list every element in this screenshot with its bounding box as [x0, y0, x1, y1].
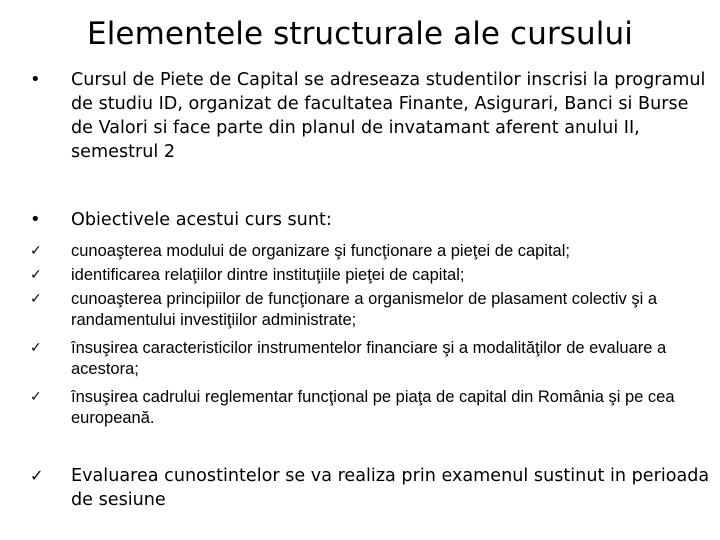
checkmark-icon: ✓: [30, 466, 44, 485]
objective-text: cunoaşterea modului de organizare şi funcţionare a pieţei de capital;: [71, 242, 570, 260]
bullet-icon: •: [30, 69, 41, 90]
intro-text: Cursul de Piete de Capital se adreseaza studentilor inscrisi la programul de studiu ID, organizat de facultatea Finante, Asigurari, Banci si Burse de Valori si face parte din planul de invatamant aferent anului II, semestrul 2: [71, 70, 706, 162]
checkmark-icon: ✓: [30, 389, 42, 405]
checkmark-icon: ✓: [30, 267, 42, 283]
checkmark-icon: ✓: [30, 291, 42, 307]
slide-title: Elementele structurale ale cursului: [87, 16, 633, 52]
objective-text: identificarea relaţiilor dintre instituţiile pieţei de capital;: [71, 266, 465, 284]
checkmark-icon: ✓: [30, 340, 42, 356]
evaluation-text: Evaluarea cunostintelor se va realiza prin examenul sustinut in perioada de sesiune: [71, 466, 710, 510]
objective-text: însuşirea cadrului reglementar funcţional pe piaţa de capital din România şi pe cea europeană.: [71, 388, 675, 427]
objectives-heading: Obiectivele acestui curs sunt:: [71, 210, 332, 230]
objective-text: cunoaşterea principiilor de funcţionare a organismelor de plasament colectiv şi a randamentului investiţiilor administrate;: [71, 290, 658, 329]
bullet-icon: •: [30, 209, 41, 230]
checkmark-icon: ✓: [30, 243, 42, 259]
objective-text: însuşirea caracteristicilor instrumentelor financiare şi a modalităţilor de evaluare a acestora;: [71, 339, 667, 378]
